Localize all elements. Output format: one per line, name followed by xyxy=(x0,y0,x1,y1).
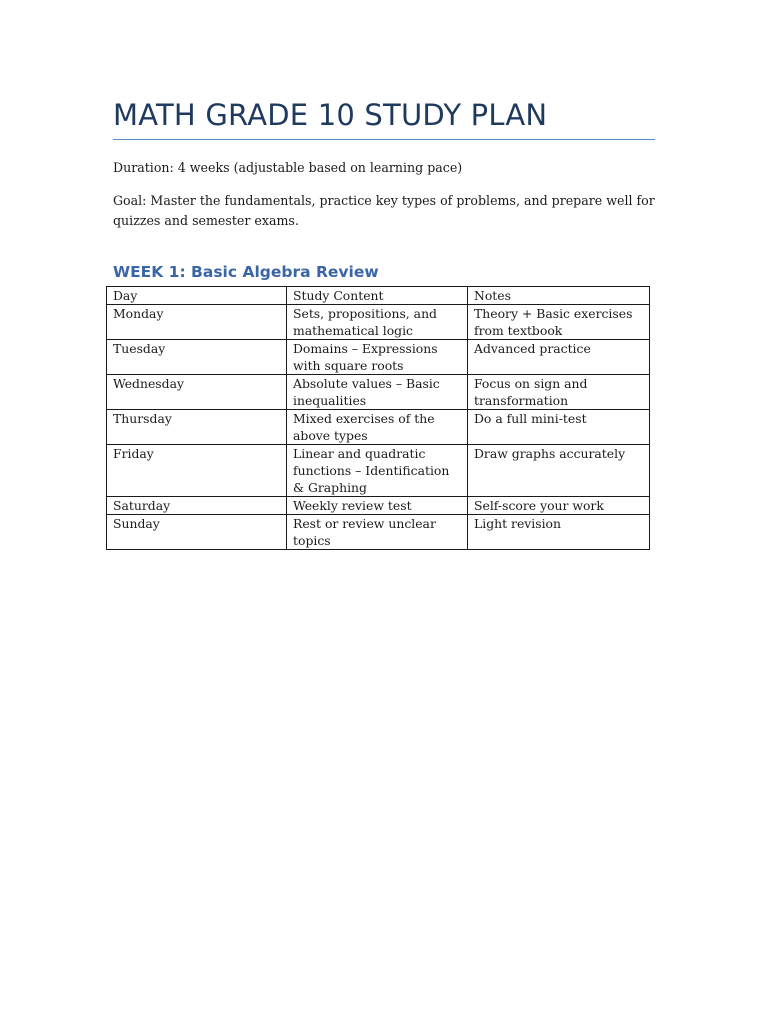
day-cell: Monday xyxy=(107,305,287,340)
content-cell: Mixed exercises of the above types xyxy=(287,410,468,445)
column-header-day: Day xyxy=(107,287,287,305)
day-cell: Saturday xyxy=(107,497,287,515)
week1-schedule-table xyxy=(106,286,650,550)
table-row xyxy=(107,515,650,550)
document-title: MATH GRADE 10 STUDY PLAN xyxy=(113,98,548,132)
day-cell: Thursday xyxy=(107,410,287,445)
table-row xyxy=(107,410,650,445)
content-cell: Linear and quadratic functions – Identification & Graphing xyxy=(287,445,468,497)
table-header-row xyxy=(107,287,650,305)
content-cell: Absolute values – Basic inequalities xyxy=(287,375,468,410)
content-cell: Rest or review unclear topics xyxy=(287,515,468,550)
week1-heading: WEEK 1: Basic Algebra Review xyxy=(113,263,379,281)
duration-text: Duration: 4 weeks (adjustable based on learning pace) xyxy=(113,160,463,175)
notes-cell: Focus on sign and transformation xyxy=(468,375,650,410)
goal-text: Goal: Master the fundamentals, practice key types of problems, and prepare well for quizzes and semester exams. xyxy=(113,193,655,228)
table-row xyxy=(107,375,650,410)
content-cell: Sets, propositions, and mathematical logic xyxy=(287,305,468,340)
day-cell: Sunday xyxy=(107,515,287,550)
column-header-study-content: Study Content xyxy=(287,287,468,305)
day-cell: Friday xyxy=(107,445,287,497)
notes-cell: Self-score your work xyxy=(468,497,650,515)
table-row xyxy=(107,340,650,375)
notes-cell: Theory + Basic exercises from textbook xyxy=(468,305,650,340)
notes-cell: Light revision xyxy=(468,515,650,550)
day-cell: Tuesday xyxy=(107,340,287,375)
column-header-notes: Notes xyxy=(468,287,650,305)
table-row xyxy=(107,497,650,515)
notes-cell: Do a full mini-test xyxy=(468,410,650,445)
notes-cell: Draw graphs accurately xyxy=(468,445,650,497)
day-cell: Wednesday xyxy=(107,375,287,410)
table-row xyxy=(107,445,650,497)
notes-cell: Advanced practice xyxy=(468,340,650,375)
title-underline xyxy=(113,139,655,140)
table-row xyxy=(107,305,650,340)
content-cell: Domains – Expressions with square roots xyxy=(287,340,468,375)
content-cell: Weekly review test xyxy=(287,497,468,515)
